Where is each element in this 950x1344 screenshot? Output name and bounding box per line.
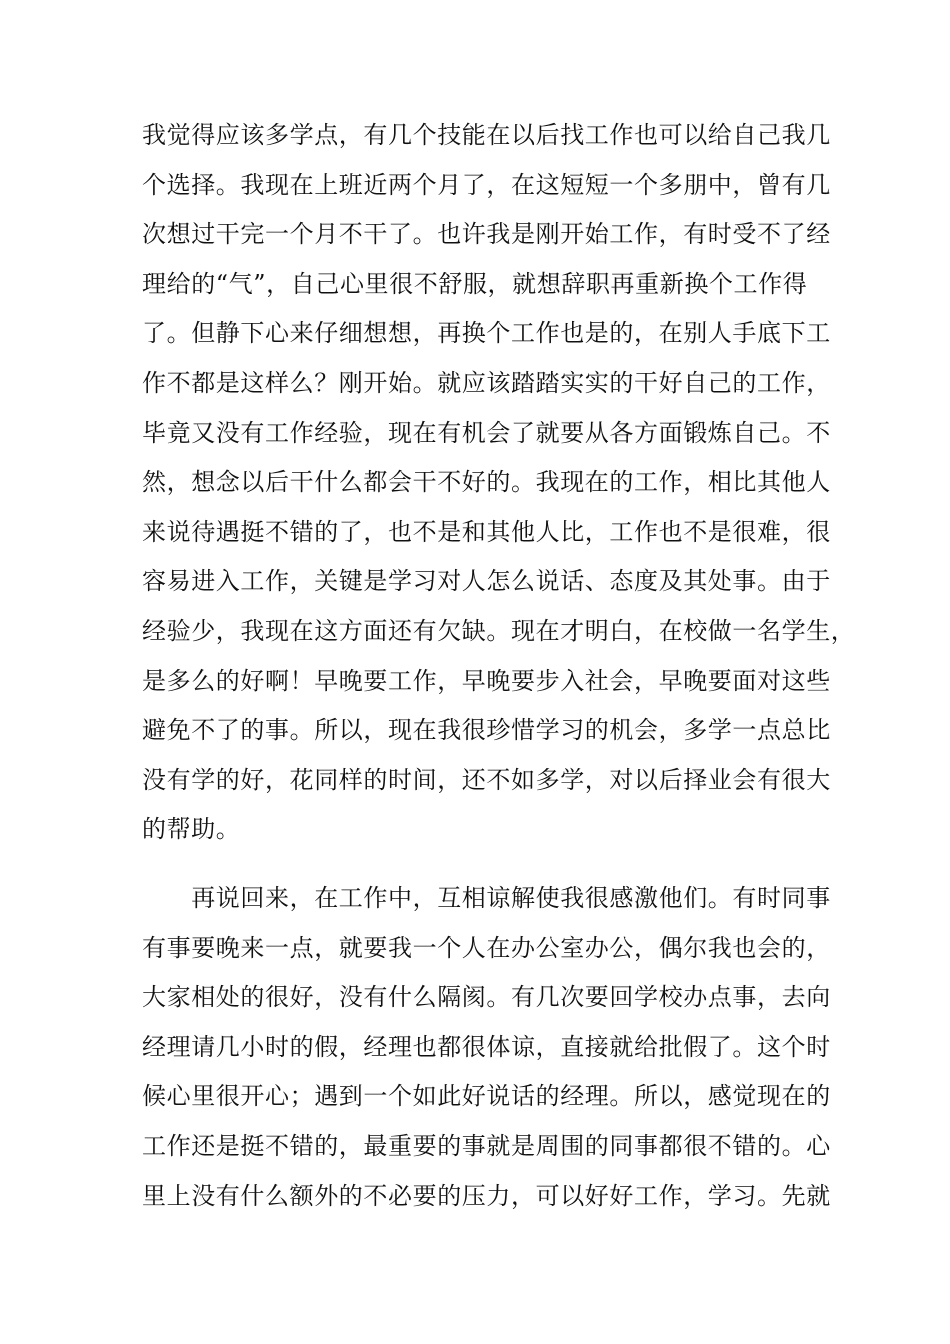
- text-line: 再说回来，在工作中，互相谅解使我很感激他们。有时同事: [142, 884, 831, 912]
- text-line: 候心里很开心；遇到一个如此好说话的经理。所以，感觉现在的: [142, 1082, 831, 1111]
- text-line: 经理请几小时的假，经理也都很体谅，直接就给批假了。这个时: [142, 1032, 831, 1061]
- text-line: 个选择。我现在上班近两个月了，在这短短一个多朋中，曾有几: [142, 170, 831, 199]
- text-line: 工作还是挺不错的，最重要的事就是周围的同事都很不错的。心: [142, 1131, 831, 1160]
- text-line: 我觉得应该多学点，有几个技能在以后找工作也可以给自己我几: [142, 121, 831, 149]
- paragraph-2: [142, 874, 832, 1221]
- text-line: 避免不了的事。所以，现在我很珍惜学习的机会，多学一点总比: [142, 716, 831, 745]
- text-line: 大家相处的很好，没有什么隔阂。有几次要回学校办点事，去向: [142, 983, 831, 1012]
- text-line: 有事要晚来一点，就要我一个人在办公室办公，偶尔我也会的，: [142, 933, 831, 962]
- text-line: 然，想念以后干什么都会干不好的。我现在的工作，相比其他人: [142, 468, 831, 497]
- text-line: 是多么的好啊！早晚要工作，早晚要步入社会，早晚要面对这些: [142, 666, 831, 695]
- paragraph-1: [142, 111, 856, 855]
- text-line: 里上没有什么额外的不必要的压力，可以好好工作，学习。先就: [142, 1181, 831, 1210]
- text-line: 经验少，我现在这方面还有欠缺。现在才明白，在校做一名学生，: [142, 616, 856, 645]
- text-line: 了。但静下心来仔细想想，再换个工作也是的，在别人手底下工: [142, 319, 831, 348]
- text-line: 没有学的好，花同样的时间，还不如多学，对以后择业会有很大: [142, 765, 831, 794]
- text-line: 作不都是这样么？刚开始。就应该踏踏实实的干好自己的工作，: [142, 368, 831, 397]
- text-line: 的帮助。: [142, 815, 241, 844]
- text-line: 容易进入工作，关键是学习对人怎么说话、态度及其处事。由于: [142, 567, 831, 596]
- text-line: 毕竟又没有工作经验，现在有机会了就要从各方面锻炼自己。不: [142, 418, 831, 447]
- text-line: 理给的“气”，自己心里很不舒服，就想辞职再重新换个工作得: [142, 269, 808, 298]
- text-line: 来说待遇挺不错的了，也不是和其他人比，工作也不是很难，很: [142, 517, 831, 546]
- text-line: 次想过干完一个月不干了。也许我是刚开始工作，有时受不了经: [142, 220, 831, 249]
